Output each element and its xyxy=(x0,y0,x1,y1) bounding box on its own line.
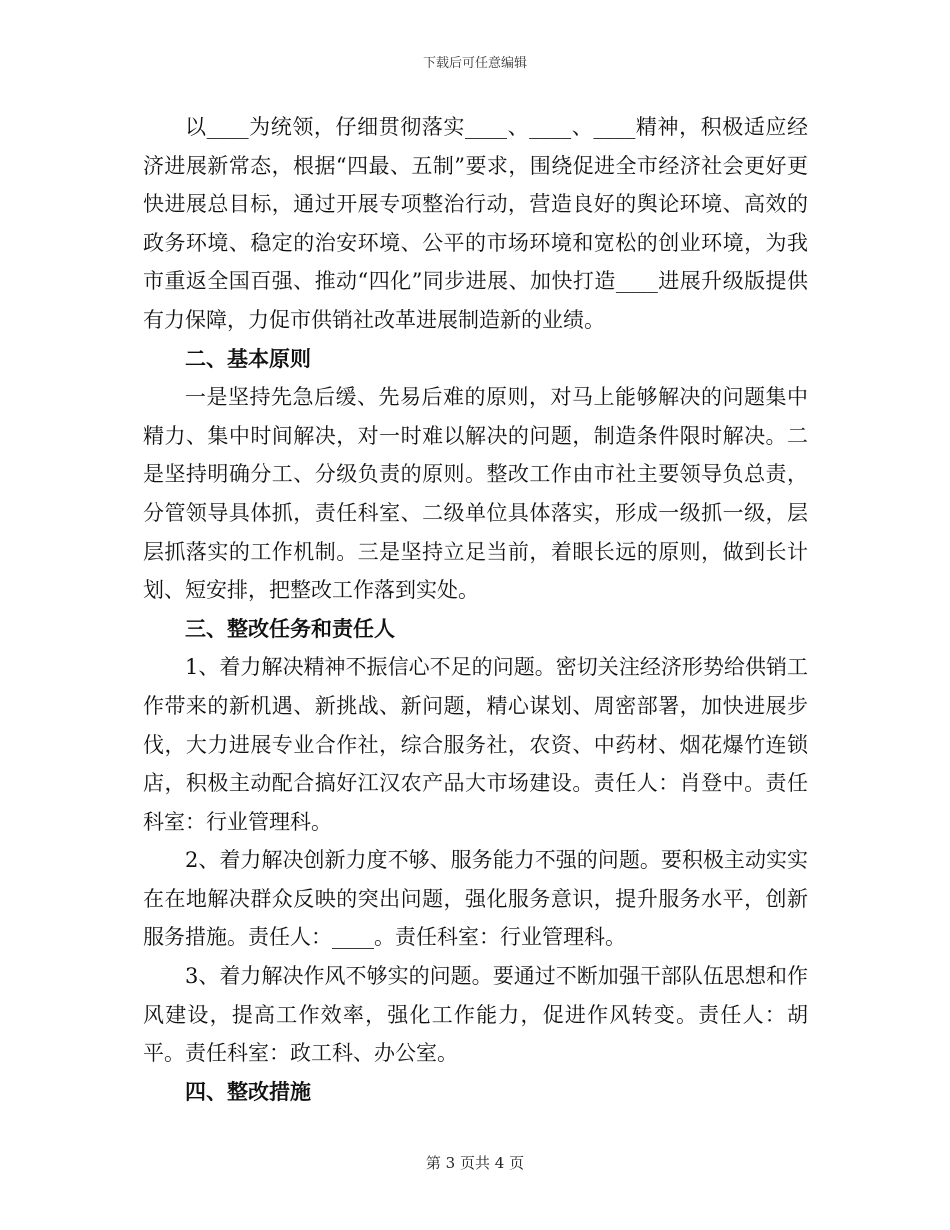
page-header: 下载后可任意编辑 xyxy=(422,56,527,71)
section-heading-principles: 二、基本原则 xyxy=(185,345,311,371)
task-paragraph-2: 2、着力解决创新力度不够、服务能力不强的问题。要积极主动实实在在地解决群众反映的突出问题，强化服务意识，提升服务水平，创新服务措施。责任人：____。责任科室：行业管理科。 xyxy=(143,848,808,950)
intro-paragraph: 以____为统领，仔细贯彻落实____、____、____精神，积极适应经济进展新常态，根据“四最、五制”要求，围绕促进全市经济社会更好更快进展总目标，通过开展专项整治行动，营造良好的舆论环境、高效的政务环境、稳定的治安环境、公平的市场环境和宽松的创业环境，为我市重返全国百强、推动“四化”同步进展、加快打造____进展升级版提供有力保障，力促市供销社改革进展制造新的业绩。 xyxy=(143,115,808,332)
task-paragraph-1: 1、着力解决精神不振信心不足的问题。密切关注经济形势给供销工作带来的新机遇、新挑战、新问题，精心谋划、周密部署，加快进展步伐，大力进展专业合作社，综合服务社，农资、中药材、烟花爆竹连锁店，积极主动配合搞好江汉农产品大市场建设。责任人：肖登中。责任科室：行业管理科。 xyxy=(143,655,808,834)
section-heading-tasks: 三、整改任务和责任人 xyxy=(185,615,395,641)
section-heading-measures: 四、整改措施 xyxy=(185,1078,311,1104)
page-number: 第 3 页共 4 页 xyxy=(425,1154,525,1172)
principles-paragraph: 一是坚持先急后缓、先易后难的原则，对马上能够解决的问题集中精力、集中时间解决，对一时难以解决的问题，制造条件限时解决。二是坚持明确分工、分级负责的原则。整改工作由市社主要领导负总责，分管领导具体抓，责任科室、二级单位具体落实，形成一级抓一级，层层抓落实的工作机制。三是坚持立足当前，着眼长远的原则，做到长计划、短安排，把整改工作落到实处。 xyxy=(143,385,808,603)
document-body xyxy=(143,108,808,1111)
task-paragraph-3: 3、着力解决作风不够实的问题。要通过不断加强干部队伍思想和作风建设，提高工作效率，强化工作能力，促进作风转变。责任人：胡平。责任科室：政工科、办公室。 xyxy=(143,964,808,1066)
